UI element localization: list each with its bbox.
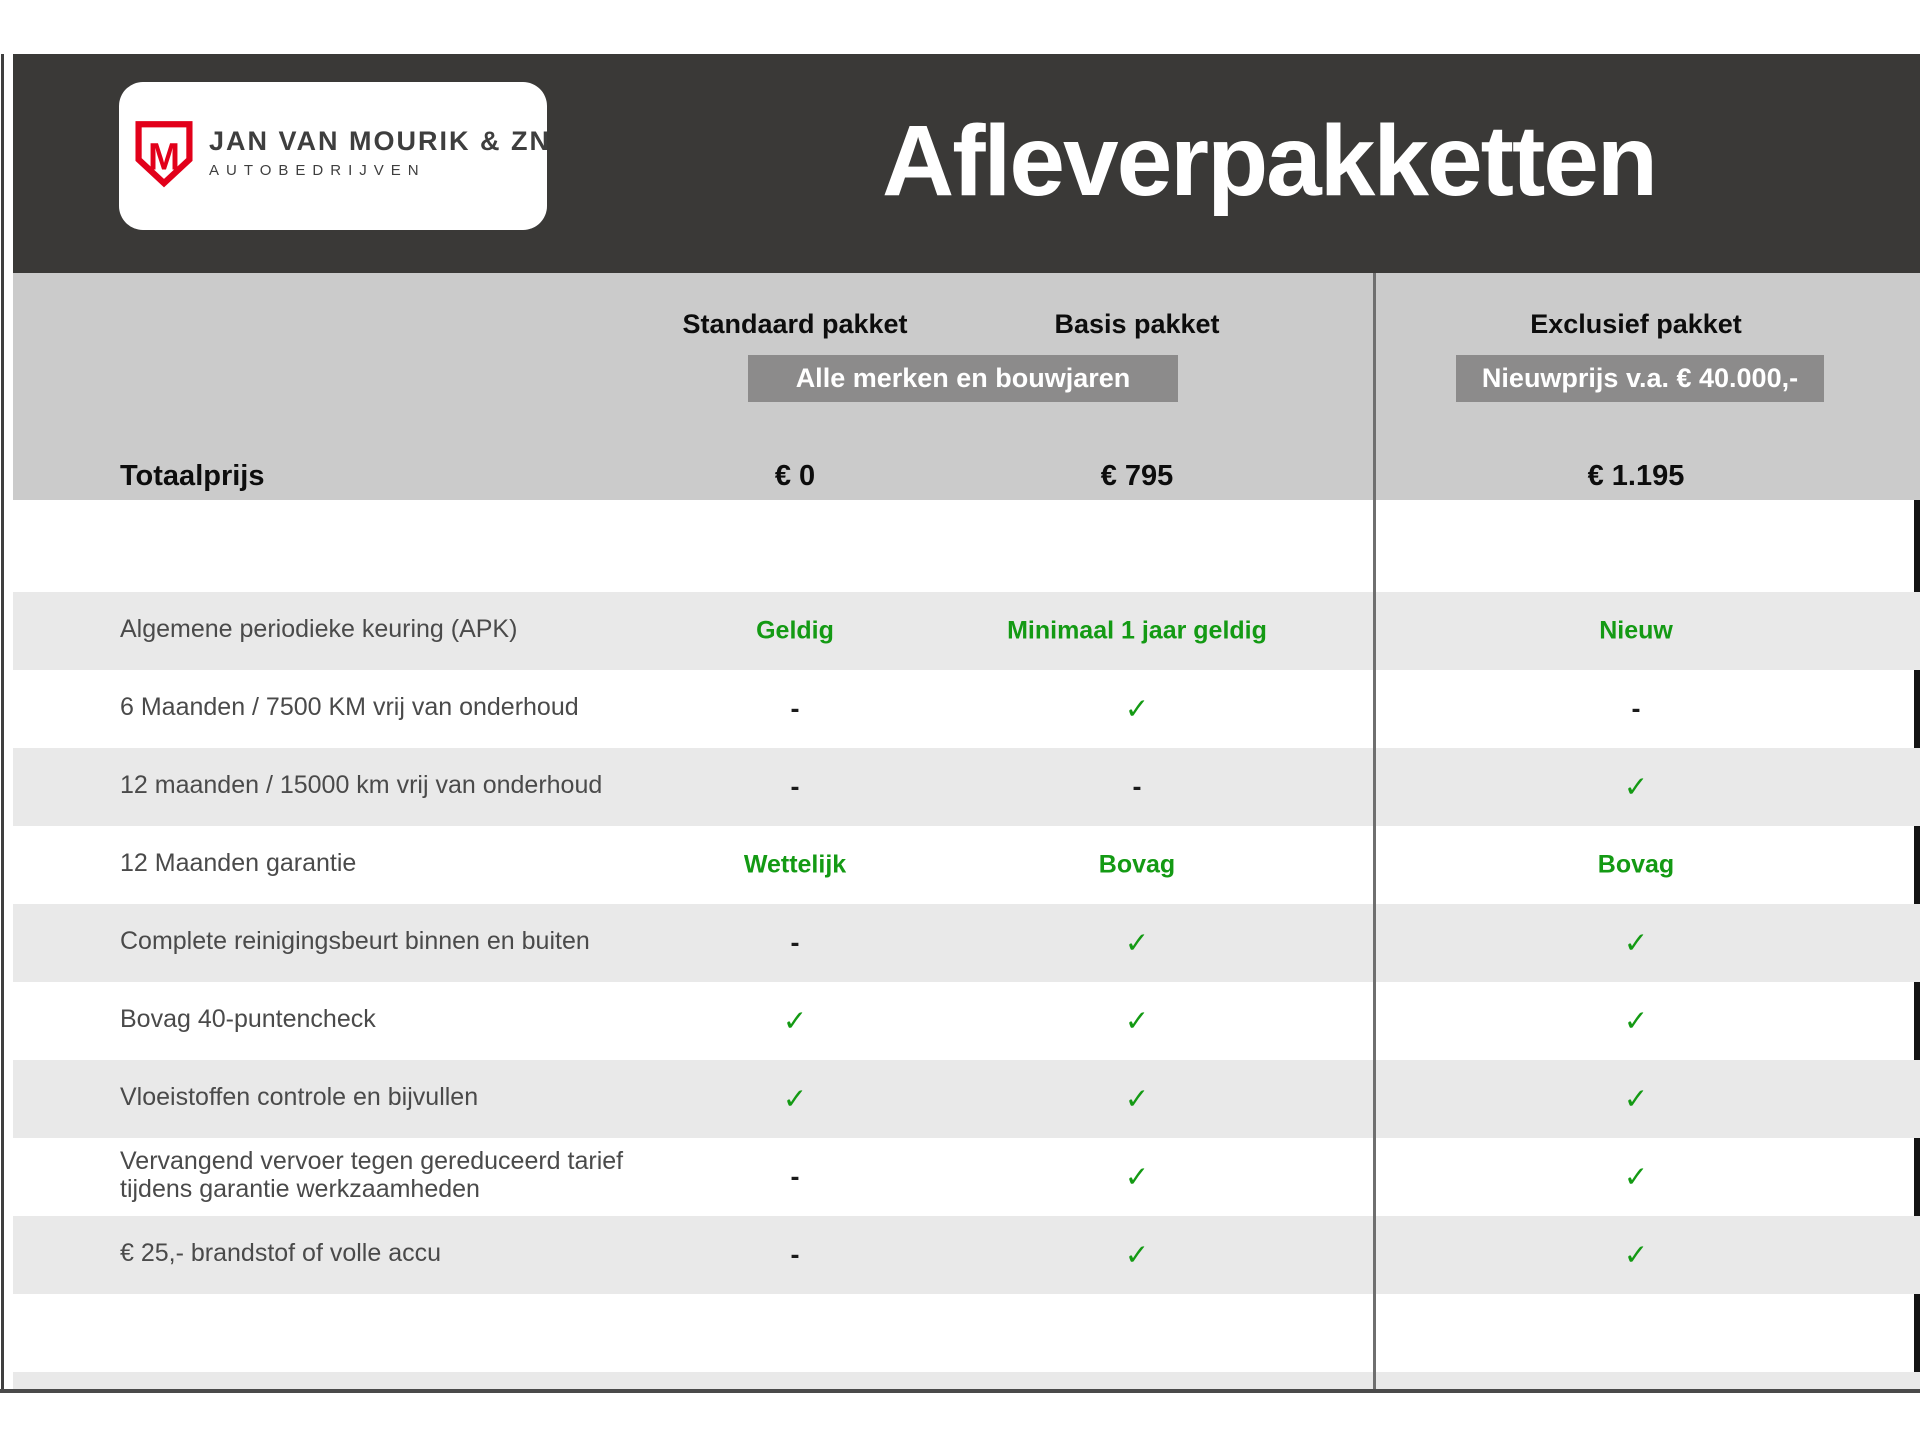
check-icon: ✓: [1623, 1161, 1649, 1194]
total-value-exclusief: € 1.195: [1587, 460, 1685, 492]
row-label: Algemene periodieke keuring (APK): [120, 615, 518, 644]
brand-name: JAN VAN MOURIK & ZN: [209, 126, 552, 156]
dark-header-band: [13, 54, 1920, 273]
column-header-exclusief: Exclusief pakket: [1530, 309, 1742, 339]
value-cell-standaard: [744, 851, 846, 880]
check-icon: ✓: [1623, 1239, 1649, 1272]
feature-row: [13, 748, 1920, 826]
row-label: Bovag 40-puntencheck: [120, 1005, 376, 1034]
value-cell-basis: [1007, 617, 1267, 646]
value-cell-basis: [1125, 1004, 1149, 1039]
value-cell-exclusief: [1599, 617, 1673, 646]
feature-row: [13, 1138, 1920, 1216]
check-icon: ✓: [782, 1083, 808, 1116]
value-cell-basis: [1125, 926, 1149, 961]
brand-subtitle: AUTOBEDRIJVEN: [209, 162, 426, 179]
svg-text:M: M: [147, 135, 181, 179]
bottom-border-line: [0, 1389, 1920, 1393]
value-cell-basis: [1125, 1238, 1149, 1273]
column-header-basis: Basis pakket: [1054, 309, 1220, 339]
total-value-standaard: € 0: [774, 460, 816, 492]
value-cell-exclusief: [1624, 1004, 1648, 1039]
value-text: Wettelijk: [743, 850, 847, 879]
check-icon: ✓: [1623, 1083, 1649, 1116]
feature-row: [13, 670, 1920, 748]
feature-rows: [13, 592, 1920, 1294]
left-border-line: [1, 54, 4, 1392]
totals-label: Totaalprijs: [120, 460, 265, 492]
value-cell-basis: [1133, 772, 1142, 803]
value-cell-exclusief: [1624, 770, 1648, 805]
check-icon: ✓: [1623, 927, 1649, 960]
row-label: 12 Maanden garantie: [120, 849, 357, 878]
feature-row: [13, 1060, 1920, 1138]
value-text: Nieuw: [1599, 616, 1673, 645]
partial-stripe-row: [13, 1372, 1920, 1389]
value-cell-exclusief: [1632, 694, 1641, 725]
feature-row: [13, 982, 1920, 1060]
package-header-band: [13, 273, 1920, 500]
dash-mark: -: [1132, 771, 1142, 802]
value-cell-exclusief: [1624, 1082, 1648, 1117]
value-cell-exclusief: [1624, 926, 1648, 961]
dash-mark: -: [790, 1161, 800, 1192]
value-cell-standaard: [783, 1004, 807, 1039]
dash-mark: -: [1631, 693, 1641, 724]
row-label: Vervangend vervoer tegen gereduceerd tarief tijdens garantie werkzaamheden: [120, 1147, 624, 1204]
badge-new-price: Nieuwprijs v.a. € 40.000,-: [1456, 355, 1824, 402]
dash-mark: -: [790, 693, 800, 724]
value-cell-basis: [1125, 692, 1149, 727]
value-cell-exclusief: [1624, 1238, 1648, 1273]
value-text: Geldig: [756, 616, 834, 645]
value-cell-exclusief: [1624, 1160, 1648, 1195]
check-icon: ✓: [1124, 1083, 1150, 1116]
check-icon: ✓: [1623, 1005, 1649, 1038]
value-cell-standaard: [756, 617, 834, 646]
value-text: Bovag: [1098, 850, 1176, 879]
brand-shield-icon: [133, 120, 195, 188]
check-icon: ✓: [1124, 693, 1150, 726]
row-label: 12 maanden / 15000 km vrij van onderhoud: [120, 771, 603, 800]
check-icon: ✓: [1124, 1161, 1150, 1194]
feature-row: [13, 904, 1920, 982]
check-icon: ✓: [782, 1005, 808, 1038]
value-cell-standaard: [791, 1240, 800, 1271]
check-icon: ✓: [1124, 1239, 1150, 1272]
value-text: Bovag: [1597, 850, 1675, 879]
row-label: € 25,- brandstof of volle accu: [120, 1239, 442, 1268]
column-divider-line: [1373, 273, 1376, 1390]
total-value-basis: € 795: [1100, 460, 1174, 492]
logo-text: [209, 126, 551, 179]
row-label: 6 Maanden / 7500 KM vrij van onderhoud: [120, 693, 579, 722]
feature-row: [13, 592, 1920, 670]
value-cell-standaard: [783, 1082, 807, 1117]
logo-card: [119, 82, 552, 230]
value-cell-basis: [1125, 1160, 1149, 1195]
feature-row: [13, 826, 1920, 904]
value-text: Minimaal 1 jaar geldig: [1007, 616, 1267, 645]
value-cell-basis: [1125, 1082, 1149, 1117]
feature-row: [13, 1216, 1920, 1294]
dash-mark: -: [790, 1239, 800, 1270]
row-label: Complete reinigingsbeurt binnen en buiten: [120, 927, 590, 956]
page-title: Afleverpakketten: [882, 105, 1656, 217]
value-cell-basis: [1099, 851, 1175, 880]
value-cell-exclusief: [1598, 851, 1674, 880]
value-cell-standaard: [791, 928, 800, 959]
check-icon: ✓: [1124, 1005, 1150, 1038]
dash-mark: -: [790, 927, 800, 958]
row-label: Vloeistoffen controle en bijvullen: [120, 1083, 479, 1112]
check-icon: ✓: [1124, 927, 1150, 960]
column-header-standaard: Standaard pakket: [682, 309, 908, 339]
value-cell-standaard: [791, 772, 800, 803]
dash-mark: -: [790, 771, 800, 802]
badge-all-brands: Alle merken en bouwjaren: [748, 355, 1178, 402]
value-cell-standaard: [791, 1162, 800, 1193]
value-cell-standaard: [791, 694, 800, 725]
check-icon: ✓: [1623, 771, 1649, 804]
